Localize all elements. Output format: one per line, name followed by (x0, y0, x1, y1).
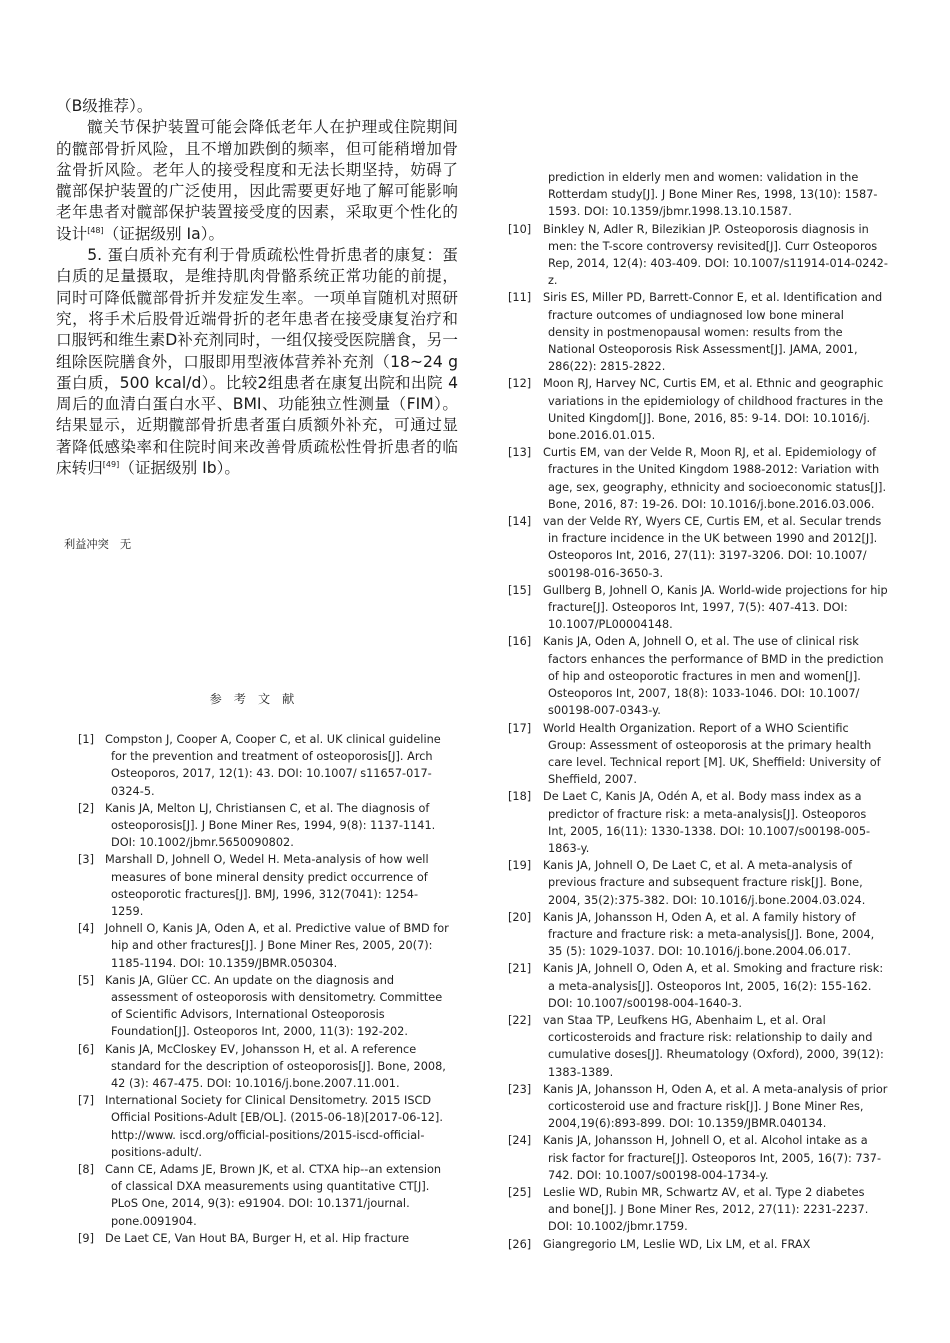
reference-item (508, 221, 888, 290)
reference-number: [17] (508, 721, 532, 735)
reference-number: [11] (508, 291, 532, 305)
reference-item (508, 788, 888, 857)
references-heading: 参考文献 (209, 692, 307, 706)
reference-number: [26] (508, 1237, 532, 1251)
reference-number: [2] (78, 801, 95, 815)
reference-number: [20] (508, 910, 532, 924)
reference-text: van der Velde RY, Wyers CE, Curtis EM, et al. Secular trends in fracture incidence in the UK between 1990 and 2012[J]. Osteoporos Int, 2016, 27(11): 3197-3206. DOI: 10.1007/ s00198-016-3650-3. (543, 515, 882, 580)
reference-number: [24] (508, 1134, 532, 1148)
reference-item (508, 169, 888, 221)
references-left-column (78, 731, 450, 1247)
reference-number: [18] (508, 790, 532, 804)
reference-text: De Laet C, Kanis JA, Odén A, et al. Body mass index as a predictor of fracture risk: a meta-analysis[J]. Osteoporos Int, 2005, 16(11): 1330-1338. DOI: 10.1007/s00198-005-1863-y. (543, 790, 871, 855)
references-right-column (508, 169, 888, 1253)
reference-number: [15] (508, 583, 532, 597)
reference-item (508, 633, 888, 719)
reference-item (508, 582, 888, 634)
reference-number: [5] (78, 973, 95, 987)
reference-text: Curtis EM, van der Velde R, Moon RJ, et al. Epidemiology of fractures in the United Kingdom 1988-2012: Variation with age, sex, geography, ethnicity and socioeconomic status[J]. Bone, 2016, 87: 19-26. DOI: 10.1016/j.bone.2016.03.006. (543, 446, 887, 511)
evidence-level-1a: （证据级别 Ⅰa）。 (103, 224, 225, 243)
reference-item (508, 720, 888, 789)
reference-item (78, 1092, 450, 1161)
reference-text: Binkley N, Adler R, Bilezikian JP. Osteoporosis diagnosis in men: the T-score controversy revisited[J]. Curr Osteoporos Rep, 2014, 12(4): 403-409. DOI: 10.1007/s11914-014-0242-z. (543, 222, 888, 288)
reference-number: [8] (78, 1163, 95, 1177)
reference-item (508, 513, 888, 582)
reference-text: International Society for Clinical Densitometry. 2015 ISCD Official Positions-Adult [EB/OL]. (2015-06-18)[2017-06-12]. http://www. iscd.org/official-positions/2015-iscd-official-positions-adult/. (105, 1094, 443, 1159)
reference-item (508, 1236, 888, 1253)
reference-text: World Health Organization. Report of a WHO Scientific Group: Assessment of osteoporosis at the primary health care level. Technical report [M]. UK, Sheffield: University of Sheffield, 2007. (543, 721, 881, 787)
reference-text: Kanis JA, Johansson H, Oden A, et al. A family history of fracture and fracture risk: a meta-analysis[J]. Bone, 2004, 35 (5): 1029-1037. DOI: 10.1016/j.bone.2004.06.017. (543, 910, 875, 959)
reference-item (78, 920, 450, 972)
reference-text: Johnell O, Kanis JA, Oden A, et al. Predictive value of BMD for hip and other fractures[J]. J Bone Miner Res, 2005, 20(7): 1185-1194. DOI: 10.1359/JBMR.050304. (105, 922, 449, 970)
reference-number: [19] (508, 859, 532, 873)
reference-number: [21] (508, 962, 532, 976)
reference-text: Moon RJ, Harvey NC, Curtis EM, et al. Ethnic and geographic variations in the epidemiology of childhood fractures in the United Kingdom[J]. Bone, 2016, 85: 9-14. DOI: 10.1016/j. bone.2016.01.015. (543, 377, 884, 443)
reference-item (508, 1012, 888, 1081)
reference-text: Marshall D, Johnell O, Wedel H. Meta-analysis of how well measures of bone mineral density predict occurrence of osteoporotic fractures[J]. BMJ, 1996, 312(7041): 1254-1259. (105, 853, 429, 919)
conflict-of-interest: 利益冲突 无 (64, 538, 132, 551)
reference-item (508, 857, 888, 909)
reference-item (508, 444, 888, 513)
citation-49[interactable]: [49] (102, 460, 120, 470)
reference-text: Siris ES, Miller PD, Barrett-Connor E, et al. Identification and fracture outcomes of undiagnosed low bone mineral density in postmenopausal women: results from the National Osteoporosis Risk Assessment[J]. JAMA, 2001, 286(22): 2815-2822. (543, 291, 883, 374)
reference-text: Giangregorio LM, Leslie WD, Lix LM, et al. FRAX (543, 1237, 811, 1251)
reference-item (508, 1132, 888, 1184)
reference-text: De Laet CE, Van Hout BA, Burger H, et al. Hip fracture (105, 1231, 410, 1245)
reference-number: [25] (508, 1185, 532, 1199)
reference-number: [4] (78, 922, 95, 936)
reference-text: Gullberg B, Johnell O, Kanis JA. World-wide projections for hip fracture[J]. Osteoporos Int, 1997, 7(5): 407-413. DOI: 10.1007/PL00004148. (543, 583, 888, 632)
reference-number: [1] (78, 733, 95, 746)
citation-48[interactable]: [48] (87, 225, 104, 235)
reference-item (78, 972, 450, 1041)
reference-item (508, 909, 888, 961)
paragraph-protein (56, 245, 458, 479)
reference-text: Kanis JA, McCloskey EV, Johansson H, et al. A reference standard for the description of osteoporosis[J]. Bone, 2008, 42 (3): 467-475. DOI: 10.1016/j.bone.2007.11.001. (105, 1042, 446, 1091)
reference-number: [3] (78, 853, 95, 867)
reference-number: [6] (78, 1042, 95, 1056)
reference-text: Compston J, Cooper A, Cooper C, et al. UK clinical guideline for the prevention and treatment of osteoporosis[J]. Arch Osteoporos, 2017, 12(1): 43. DOI: 10.1007/ s11657-017-0324-5. (105, 733, 441, 798)
paragraph-hip-protector-text: 髋关节保护装置可能会降低老年人在护理或住院期间的髋部骨折风险，且不增加跌倒的频率，但可能稍增加骨盆骨折风险。老年人的接受程度和无法长期坚持，妨碍了髋部保护装置的广泛使用，因此需要更好地了解可能影响老年患者对髋部保护装置接受度的因素，采取更个性化的设计 (56, 118, 458, 243)
reference-text: Cann CE, Adams JE, Brown JK, et al. CTXA hip--an extension of classical DXA measurements using quantitative CT[J]. PLoS One, 2014, 9(3): e91904. DOI: 10.1371/journal. pone.0091904. (105, 1163, 442, 1228)
paragraph-hip-protector (56, 117, 458, 245)
reference-item (78, 1161, 450, 1230)
reference-text: Leslie WD, Rubin MR, Schwartz AV, et al. Type 2 diabetes and bone[J]. J Bone Miner Res, 2012, 27(11): 2231-2237. DOI: 10.1002/jbmr.1759. (543, 1185, 869, 1234)
reference-number: [23] (508, 1082, 532, 1096)
reference-text: Kanis JA, Melton LJ, Christiansen C, et al. The diagnosis of osteoporosis[J]. J Bone Miner Res, 1994, 9(8): 1137-1141. DOI: 10.1002/jbmr.5650090802. (105, 801, 436, 850)
reference-number: [10] (508, 222, 532, 236)
reference-number: [16] (508, 635, 532, 649)
reference-number: [22] (508, 1013, 532, 1027)
reference-text: Kanis JA, Johansson H, Oden A, et al. A meta-analysis of prior corticosteroid use and fracture risk[J]. J Bone Miner Res, 2004,19(6):893-899. DOI: 10.1359/JBMR.040134. (543, 1082, 888, 1131)
reference-item (78, 1041, 450, 1093)
reference-text: Kanis JA, Glüer CC. An update on the diagnosis and assessment of osteoporosis with densitometry. Committee of Scientific Advisors, International Osteoporosis Foundation[J]. Osteoporos Int, 2000, 11(3): 192-202. (105, 973, 443, 1039)
main-body-text (56, 96, 458, 479)
reference-text: Kanis JA, Johansson H, Johnell O, et al. Alcohol intake as a risk factor for fracture[J]. Osteoporos Int, 2005, 16(7): 737-742. DOI: 10.1007/s00198-004-1734-y. (543, 1134, 882, 1182)
paragraph-recommendation: （B级推荐）。 (56, 97, 153, 115)
reference-item (508, 375, 888, 444)
reference-text: prediction in elderly men and women: validation in the Rotterdam study[J]. J Bone Miner Res, 1998, 13(10): 1587-1593. DOI: 10.1359/jbmr.1998.13.10.1587. (548, 171, 878, 219)
reference-text: Kanis JA, Oden A, Johnell O, et al. The use of clinical risk factors enhances the performance of BMD in the prediction of hip and osteoporotic fractures in men and women[J]. Osteoporos Int, 2007, 18(8): 1033-1046. DOI: 10.1007/ s00198-007-0343-y. (543, 635, 884, 718)
reference-number: [12] (508, 377, 532, 391)
reference-item (78, 731, 450, 800)
reference-number: [9] (78, 1231, 95, 1245)
reference-number: [7] (78, 1094, 95, 1108)
reference-item (508, 1081, 888, 1133)
reference-item (508, 960, 888, 1012)
reference-number: [13] (508, 446, 532, 460)
reference-item (508, 289, 888, 375)
reference-item (78, 800, 450, 852)
reference-item (78, 851, 450, 920)
paragraph-protein-text: 5. 蛋白质补充有利于骨质疏松性骨折患者的康复：蛋白质的足量摄取，是维持肌肉骨骼系统正常功能的前提，同时可降低髋部骨折并发症发生率。一项单盲随机对照研究，将手术后股骨近端骨折的老年患者在接受康复治疗和口服钙和维生素D补充剂同时，一组仅接受医院膳食，另一组除医院膳食外，口服即用型液体营养补充剂（18~24 g蛋白质，500 kcal/d）。比较2组患者在康复出院和出院 4周后的血清白蛋白水平、BMI、功能独立性测量（FIM）。结果显示，近期髋部骨折患者蛋白质额外补充，可通过显著降低感染率和住院时间来改善骨质疏松性骨折患者的临床转归 (56, 246, 458, 478)
evidence-level-1b: （证据级别 Ⅰb）。 (119, 459, 241, 478)
reference-item (78, 1230, 450, 1247)
reference-item (508, 1184, 888, 1236)
reference-text: van Staa TP, Leufkens HG, Abenhaim L, et al. Oral corticosteroids and fracture risk: relationship to daily and cumulative doses[J]. Rheumatology (Oxford), 2000, 39(12): 1383-1389. (543, 1013, 884, 1079)
reference-text: Kanis JA, Johnell O, De Laet C, et al. A meta-analysis of previous fracture and subsequent fracture risk[J]. Bone, 2004, 35(2):375-382. DOI: 10.1016/j.bone.2004.03.024. (543, 859, 866, 907)
reference-number: [14] (508, 515, 532, 529)
reference-text: Kanis JA, Johnell O, Oden A, et al. Smoking and fracture risk: a meta-analysis[J]. Osteoporos Int, 2005, 16(2): 155-162. DOI: 10.1007/s00198-004-1640-3. (543, 962, 884, 1010)
